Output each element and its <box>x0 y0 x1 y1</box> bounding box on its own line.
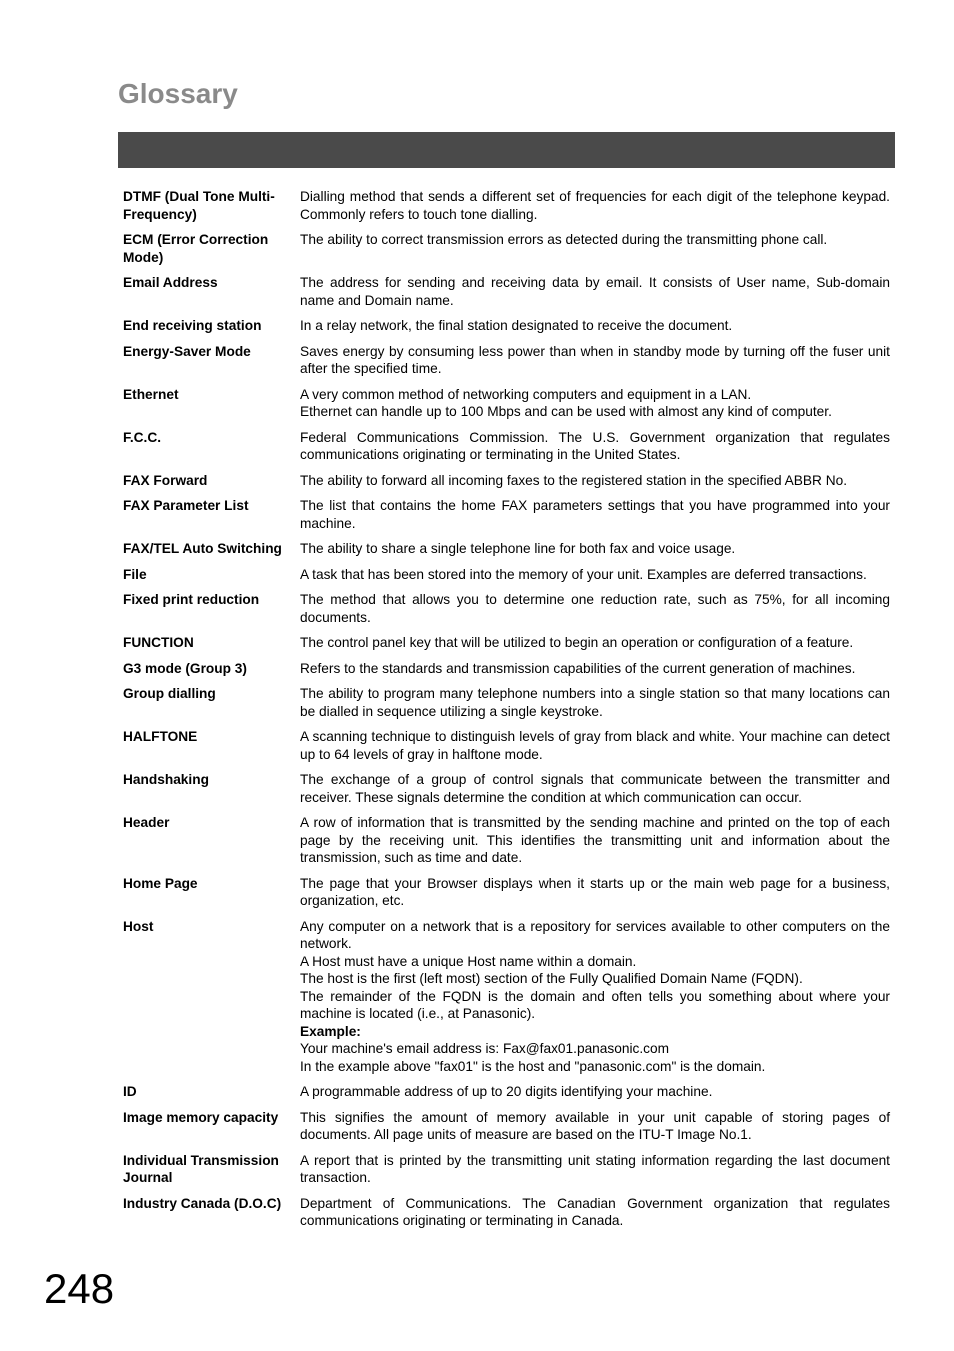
glossary-definition <box>300 634 895 652</box>
definition-line: The control panel key that will be utilized to begin an operation or configuration of a feature. <box>300 635 854 650</box>
glossary-entry <box>118 188 895 223</box>
glossary-term: File <box>123 566 147 582</box>
definition-line: This signifies the amount of memory available in your unit capable of storing pages of documents. All page units of measure are based on the ITU-T Image No.1. <box>300 1109 890 1142</box>
glossary-entry <box>118 317 895 335</box>
definition-line: The address for sending and receiving data by email. It consists of User name, Sub-domain name and Domain name. <box>300 275 890 308</box>
glossary-definition <box>300 274 895 309</box>
glossary-entry <box>118 1109 895 1144</box>
glossary-entry <box>118 918 895 1076</box>
glossary-term: F.C.C. <box>123 429 162 445</box>
glossary-entry <box>118 875 895 910</box>
glossary-term: Image memory capacity <box>123 1109 279 1125</box>
glossary-entry <box>118 429 895 464</box>
glossary-definition <box>300 685 895 720</box>
glossary-definition <box>300 188 895 223</box>
glossary-entry <box>118 771 895 806</box>
glossary-definition <box>300 1152 895 1187</box>
glossary-entry <box>118 1195 895 1230</box>
glossary-definition <box>300 540 895 558</box>
glossary-entry <box>118 728 895 763</box>
glossary-definition <box>300 591 895 626</box>
definition-line: Department of Communications. The Canadian Government organization that regulates communications originating or terminating in Canada. <box>300 1195 890 1228</box>
definition-line: Federal Communications Commission. The U.S. Government organization that regulates communications originating or terminating in the United States. <box>300 429 890 462</box>
glossary-term: Email Address <box>123 275 218 290</box>
glossary-term: HALFTONE <box>123 729 198 744</box>
glossary-entry <box>118 231 895 266</box>
page-title: Glossary <box>118 78 238 109</box>
definition-line: Ethernet can handle up to 100 Mbps and can be used with almost any kind of computer. <box>300 404 832 419</box>
definition-line: In a relay network, the final station designated to receive the document. <box>300 318 733 333</box>
glossary-entry <box>118 274 895 309</box>
definition-line: The remainder of the FQDN is the domain and often tells you something about where your machine is located (i.e., at Panasonic). <box>300 988 890 1021</box>
glossary-definition <box>300 497 895 532</box>
glossary-term: Handshaking <box>123 772 209 787</box>
glossary-definition <box>300 1083 895 1101</box>
glossary-definition <box>300 386 895 421</box>
glossary-entry <box>118 386 895 421</box>
glossary-term: Individual Transmission Journal <box>123 1152 279 1185</box>
glossary-term: ECM (Error Correction Mode) <box>123 232 269 265</box>
definition-line: A report that is printed by the transmitting unit stating information regarding the last document transaction. <box>300 1152 890 1185</box>
definition-line: Example: <box>300 1023 361 1039</box>
glossary-entry <box>118 634 895 652</box>
glossary-entry <box>118 497 895 532</box>
definition-line: The list that contains the home FAX parameters settings that you have programmed into your machine. <box>300 498 890 531</box>
glossary-definition <box>300 231 895 266</box>
glossary-entry <box>118 566 895 584</box>
glossary-term: Group dialling <box>123 686 216 701</box>
glossary-entry <box>118 814 895 867</box>
glossary-definition <box>300 317 895 335</box>
definition-line: Your machine's email address is: Fax@fax01.panasonic.com <box>300 1041 670 1056</box>
definition-line: The exchange of a group of control signals that communicate between the transmitter and receiver. These signals determine the condition at which communication can occur. <box>300 772 890 805</box>
glossary-definition <box>300 728 895 763</box>
glossary-term: FAX/TEL Auto Switching <box>123 541 282 556</box>
glossary-definition <box>300 918 895 1076</box>
glossary-term: Ethernet <box>123 386 179 402</box>
glossary-definition <box>300 660 895 678</box>
glossary-term: ID <box>123 1084 137 1099</box>
glossary-entry <box>118 660 895 678</box>
definition-line: The method that allows you to determine one reduction rate, such as 75%, for all incoming documents. <box>300 592 890 625</box>
glossary-term: FUNCTION <box>123 635 194 650</box>
definition-line: A row of information that is transmitted by the sending machine and printed on the top of each page by the receiving unit. This identifies the transmitting unit and information about the transmission, such as time and date. <box>300 815 890 865</box>
glossary-term: Industry Canada (D.O.C) <box>123 1195 282 1211</box>
glossary-term: Header <box>123 815 170 830</box>
glossary-entry <box>118 591 895 626</box>
glossary-entry <box>118 472 895 490</box>
definition-line: A programmable address of up to 20 digits identifying your machine. <box>300 1084 713 1099</box>
glossary-entry <box>118 343 895 378</box>
definition-line: A Host must have a unique Host name within a domain. <box>300 953 637 969</box>
definition-line: The page that your Browser displays when it starts up or the main web page for a business, organization, etc. <box>300 875 890 908</box>
glossary-entry <box>118 540 895 558</box>
glossary-term: Energy-Saver Mode <box>123 343 251 359</box>
glossary-term: End receiving station <box>123 318 262 333</box>
definition-line: A very common method of networking computers and equipment in a LAN. <box>300 386 752 402</box>
definition-line: Saves energy by consuming less power than when in standby mode by turning off the fuser unit after the specified time. <box>300 343 890 376</box>
glossary-list <box>118 188 895 1238</box>
definition-line: In the example above "fax01" is the host and "panasonic.com" is the domain. <box>300 1058 766 1074</box>
glossary-definition <box>300 875 895 910</box>
definition-line: Refers to the standards and transmission capabilities of the current generation of machines. <box>300 660 856 676</box>
glossary-definition <box>300 814 895 867</box>
definition-line: A task that has been stored into the memory of your unit. Examples are deferred transactions. <box>300 566 867 582</box>
definition-line: A scanning technique to distinguish levels of gray from black and white. Your machine can detect up to 64 levels of gray in halftone mode. <box>300 729 890 762</box>
glossary-term: FAX Forward <box>123 472 208 488</box>
glossary-definition <box>300 343 895 378</box>
glossary-term: G3 mode (Group 3) <box>123 660 247 676</box>
glossary-definition <box>300 771 895 806</box>
definition-line: Any computer on a network that is a repository for services available to other computers on the network. <box>300 918 890 951</box>
glossary-term: DTMF (Dual Tone Multi-Frequency) <box>123 189 275 222</box>
glossary-entry <box>118 1083 895 1101</box>
definition-line: The ability to share a single telephone line for both fax and voice usage. <box>300 541 736 556</box>
glossary-definition <box>300 1195 895 1230</box>
definition-line: Dialling method that sends a different set of frequencies for each digit of the telephone keypad. Commonly refers to touch tone dialling. <box>300 189 890 222</box>
definition-line: The host is the first (left most) section of the Fully Qualified Domain Name (FQDN). <box>300 971 803 986</box>
header-bar <box>118 132 895 168</box>
glossary-term: Fixed print reduction <box>123 592 260 607</box>
glossary-term: FAX Parameter List <box>123 498 249 513</box>
glossary-definition <box>300 472 895 490</box>
glossary-definition <box>300 566 895 584</box>
glossary-entry <box>118 1152 895 1187</box>
definition-line: The ability to correct transmission errors as detected during the transmitting phone call. <box>300 232 828 247</box>
glossary-term: Home Page <box>123 875 198 891</box>
glossary-definition <box>300 1109 895 1144</box>
glossary-term: Host <box>123 918 154 934</box>
glossary-entry <box>118 685 895 720</box>
definition-line: The ability to program many telephone numbers into a single station so that many locations can be dialled in sequence utilizing a single keystroke. <box>300 686 890 719</box>
page-number: 248 <box>44 1265 115 1312</box>
definition-line: The ability to forward all incoming faxes to the registered station in the specified ABBR No. <box>300 472 848 488</box>
glossary-definition <box>300 429 895 464</box>
